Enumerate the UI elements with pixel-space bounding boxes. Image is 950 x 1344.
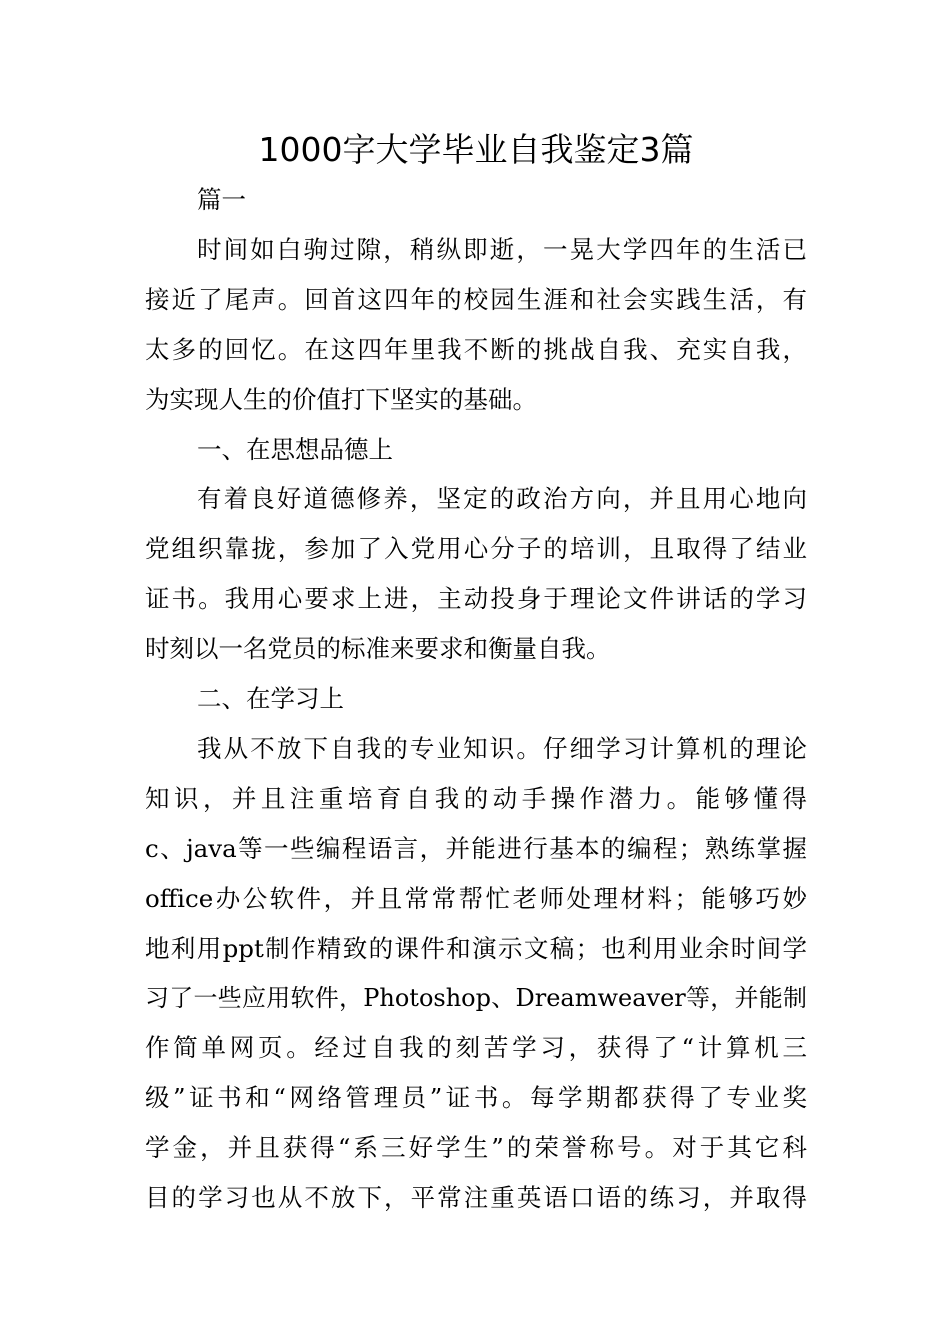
body-line: 知识，并且注重培育自我的动手操作潜力。能够懂得 xyxy=(145,783,807,813)
body-line: office办公软件，并且常常帮忙老师处理材料；能够巧妙 xyxy=(145,883,807,913)
body-line: 二、在学习上 xyxy=(197,684,344,713)
body-line: c、java等一些编程语言，并能进行基本的编程；熟练掌握 xyxy=(145,833,807,863)
body-line: 级”证书和“网络管理员”证书。每学期都获得了专业奖 xyxy=(145,1083,807,1113)
body-line: 时间如白驹过隙，稍纵即逝，一晃大学四年的生活已 xyxy=(197,234,807,264)
body-line: 我从不放下自我的专业知识。仔细学习计算机的理论 xyxy=(197,733,807,763)
body-line: 目的学习也从不放下，平常注重英语口语的练习，并取得 xyxy=(145,1183,807,1212)
body-line: 学金，并且获得“系三好学生”的荣誉称号。对于其它科 xyxy=(145,1133,807,1163)
body-line: 太多的回忆。在这四年里我不断的挑战自我、充实自我， xyxy=(145,334,807,364)
document-title: 1000字大学毕业自我鉴定3篇 xyxy=(258,130,694,169)
body-line: 接近了尾声。回首这四年的校园生涯和社会实践生活，有 xyxy=(145,284,807,314)
body-line: 为实现人生的价值打下坚实的基础。 xyxy=(145,384,537,414)
body-line: 一、在思想品德上 xyxy=(197,434,393,464)
body-line: 证书。我用心要求上进，主动投身于理论文件讲话的学习 xyxy=(145,584,807,614)
body-line: 有着良好道德修养，坚定的政治方向，并且用心地向 xyxy=(197,484,807,514)
body-line: 时刻以一名党员的标准来要求和衡量自我。 xyxy=(145,634,611,664)
body-line: 习了一些应用软件，Photoshop、Dreamweaver等，并能制 xyxy=(145,984,807,1013)
body-line: 作简单网页。经过自我的刻苦学习，获得了“计算机三 xyxy=(145,1033,807,1063)
body-line: 篇一 xyxy=(197,185,246,214)
body-line: 党组织靠拢，参加了入党用心分子的培训，且取得了结业 xyxy=(145,534,807,564)
body-line: 地利用ppt制作精致的课件和演示文稿；也利用业余时间学 xyxy=(145,933,807,963)
